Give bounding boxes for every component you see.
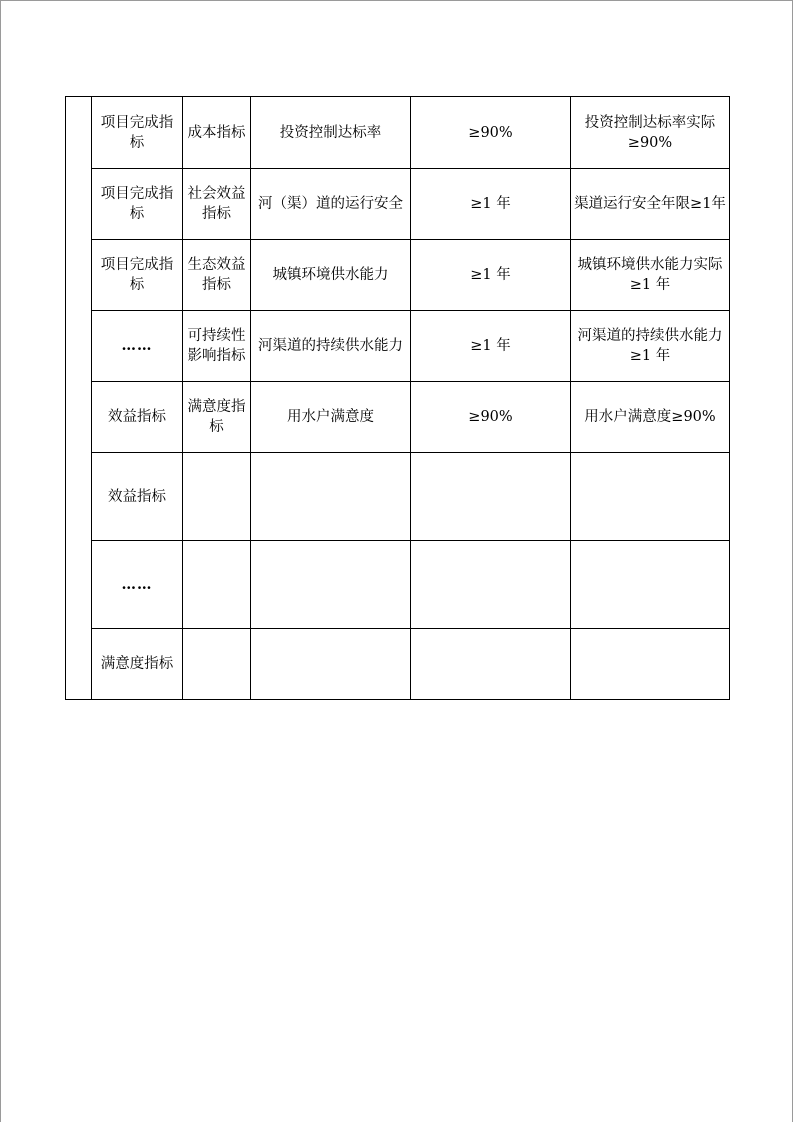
level3-indicator-cell: 满意度指标 [183,382,251,453]
level2-indicator-cell: …… [92,541,183,629]
level3-indicator-cell [183,453,251,541]
actual-value-cell [571,629,730,700]
table-row [66,629,730,700]
indicator-name-cell: 城镇环境供水能力 [251,240,411,311]
target-value-cell [411,453,571,541]
target-value-cell: ≥1 年 [411,311,571,382]
performance-indicator-table [65,96,730,700]
merged-category-cell [66,97,92,700]
level2-indicator-cell: 满意度指标 [92,629,183,700]
target-value-cell: ≥90% [411,97,571,169]
actual-value-cell [571,541,730,629]
table-row [66,453,730,541]
indicator-name-cell: 河渠道的持续供水能力 [251,311,411,382]
page-border-top [0,0,793,1]
level2-indicator-cell: …… [92,311,183,382]
actual-value-cell: 河渠道的持续供水能力≥1 年 [571,311,730,382]
level3-indicator-cell: 可持续性影响指标 [183,311,251,382]
table-row [66,169,730,240]
actual-value-cell [571,453,730,541]
table-row [66,97,730,169]
level3-indicator-cell: 社会效益指标 [183,169,251,240]
level2-indicator-cell: 项目完成指标 [92,97,183,169]
indicator-name-cell [251,629,411,700]
actual-value-cell: 城镇环境供水能力实际≥1 年 [571,240,730,311]
level3-indicator-cell [183,629,251,700]
target-value-cell: ≥1 年 [411,169,571,240]
level2-indicator-cell: 效益指标 [92,382,183,453]
table-row [66,541,730,629]
level2-indicator-cell: 效益指标 [92,453,183,541]
indicator-name-cell: 河（渠）道的运行安全 [251,169,411,240]
level2-indicator-cell: 项目完成指标 [92,240,183,311]
table-row [66,382,730,453]
indicator-name-cell [251,541,411,629]
actual-value-cell: 用水户满意度≥90% [571,382,730,453]
target-value-cell [411,541,571,629]
actual-value-cell: 投资控制达标率实际≥90% [571,97,730,169]
table-row [66,311,730,382]
indicator-name-cell [251,453,411,541]
indicator-name-cell: 投资控制达标率 [251,97,411,169]
target-value-cell [411,629,571,700]
actual-value-cell: 渠道运行安全年限≥1年 [571,169,730,240]
level2-indicator-cell: 项目完成指标 [92,169,183,240]
table-row [66,240,730,311]
target-value-cell: ≥90% [411,382,571,453]
page-border-left [0,0,1,1122]
level3-indicator-cell: 成本指标 [183,97,251,169]
indicator-name-cell: 用水户满意度 [251,382,411,453]
target-value-cell: ≥1 年 [411,240,571,311]
level3-indicator-cell [183,541,251,629]
level3-indicator-cell: 生态效益指标 [183,240,251,311]
